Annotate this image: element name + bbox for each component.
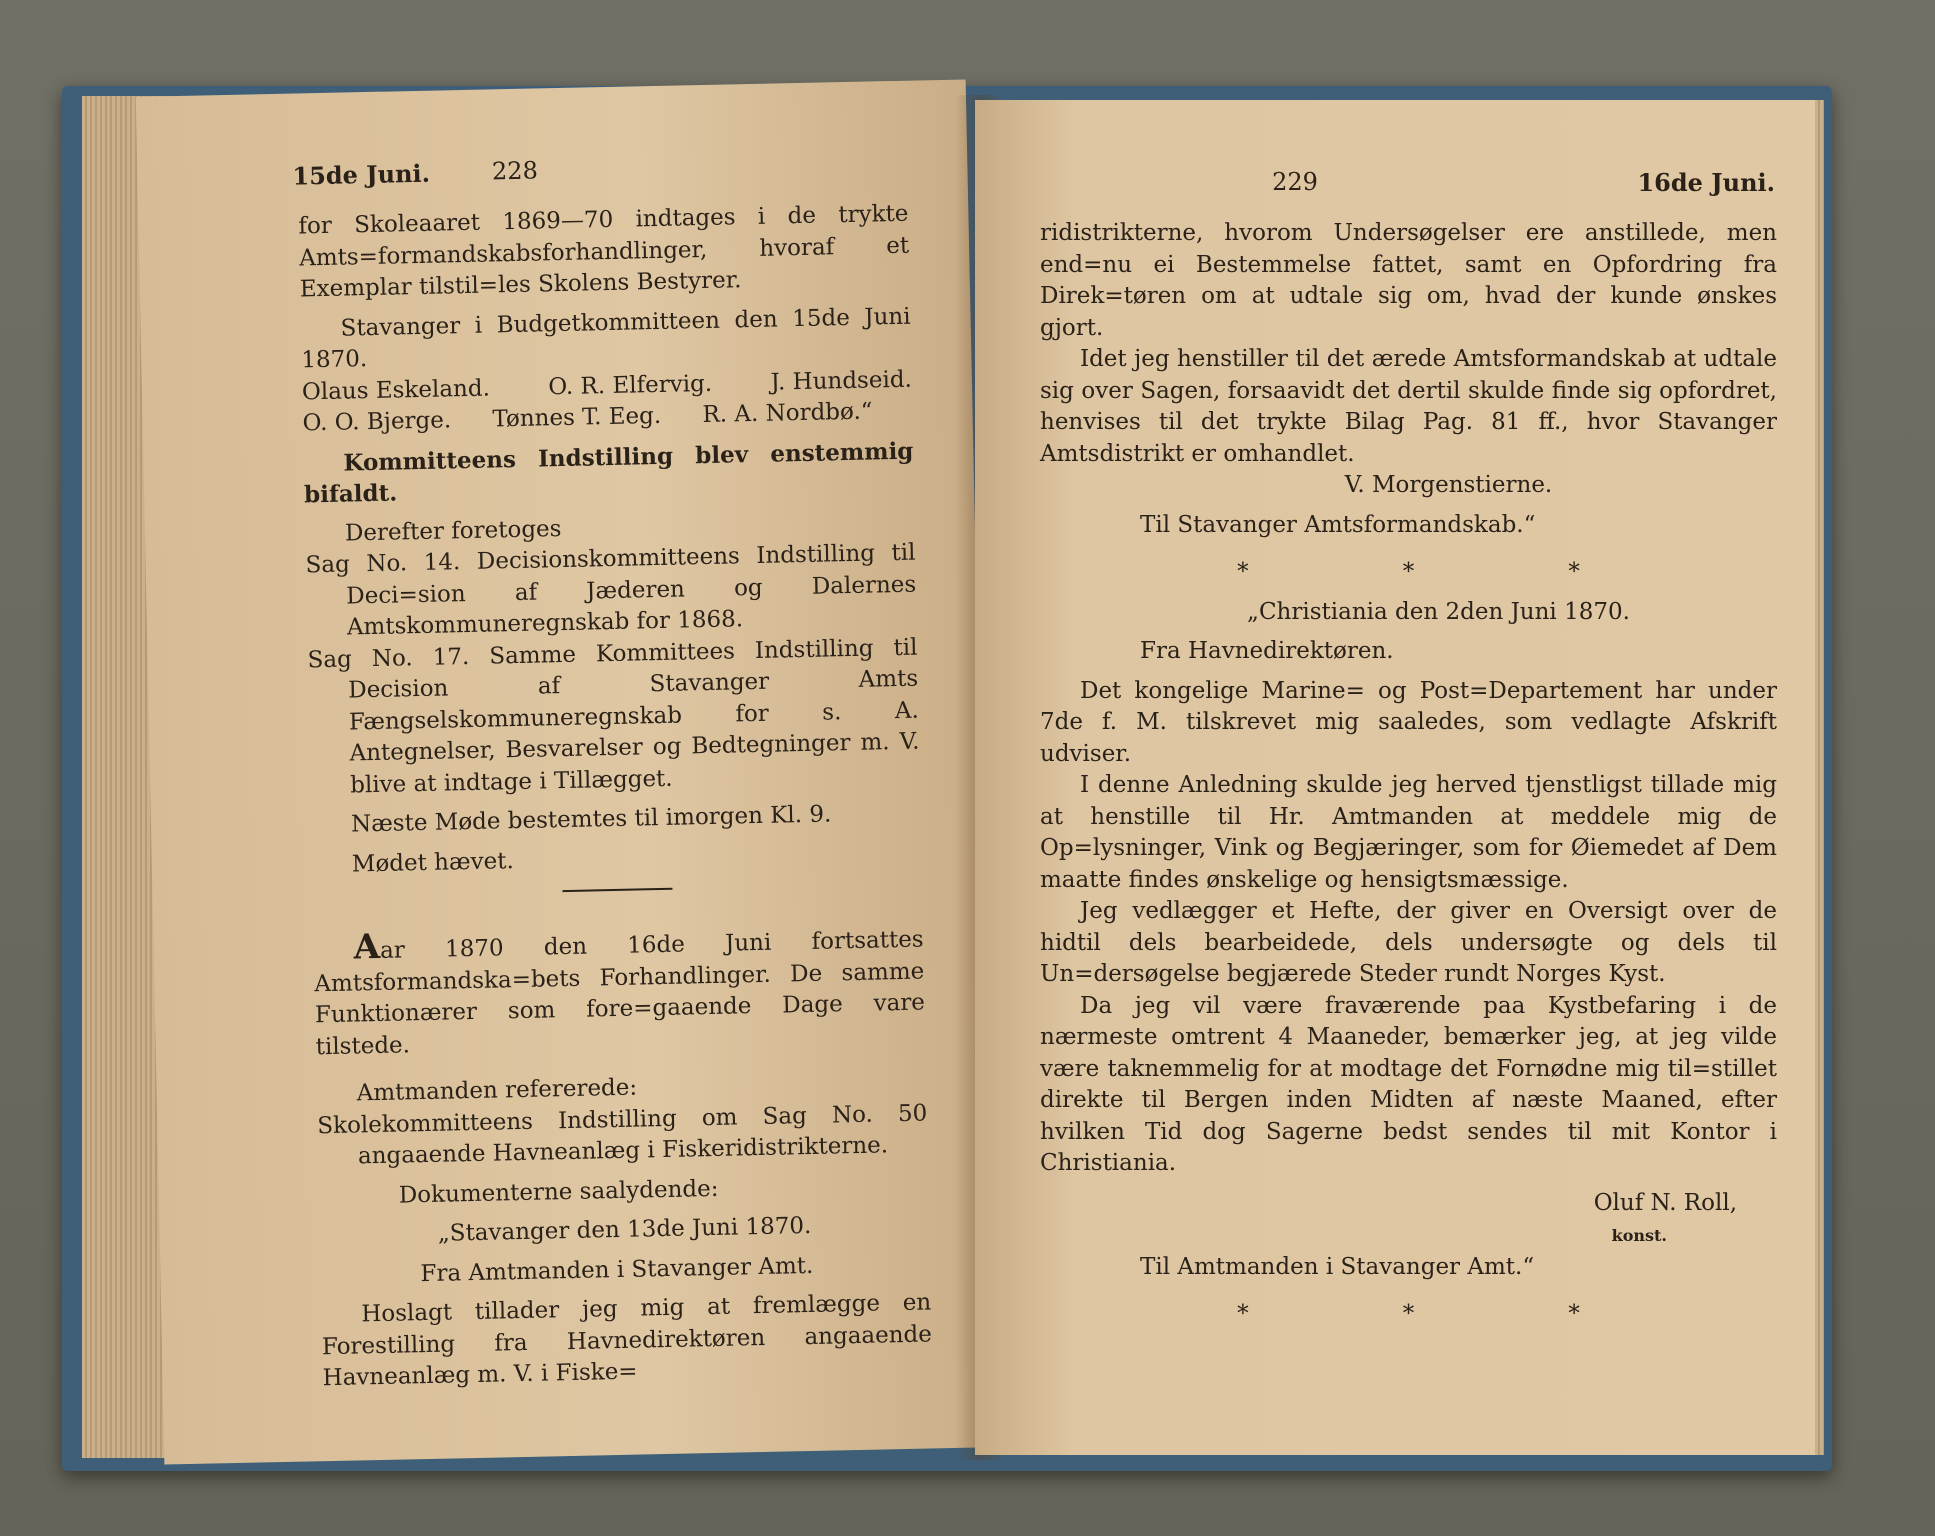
section-stars — [1040, 557, 1777, 589]
signature-name: Olaus Eskeland. — [301, 374, 491, 405]
meeting-closed: Mødet hævet. — [351, 847, 515, 877]
next-meeting: Næste Møde bestemtes til imorgen Kl. 9. — [350, 801, 832, 838]
letter-from: Fra Amtmanden i Stavanger Amt. — [420, 1252, 814, 1287]
drop-capital: A — [353, 926, 381, 968]
right-para-2: Idet jeg henstiller til det ærede Amtsformandskab at udtale sig over Sagen, forsaavidt det dertil skulde finde sig opfordret, henvises til det trykte Bilag Pag. 81 ff., hvor Stavanger Amtsdistrikt er omhandlet. — [1040, 346, 1777, 467]
signature-title — [1040, 1219, 1777, 1252]
left-para-derefter: Derefter foretoges — [344, 515, 562, 547]
left-page-body — [298, 199, 933, 1395]
letter-date: „Stavanger den 13de Juni 1870. — [437, 1212, 812, 1247]
left-page-header — [292, 152, 738, 201]
signature-name: Tønnes T. Eeg. — [492, 402, 662, 433]
amtmanden-line: Amtmanden refererede: — [356, 1074, 638, 1107]
letter-from-havnedirektoren: Fra Havnedirektøren. — [1140, 638, 1394, 664]
star-glyph: * — [1568, 559, 1580, 585]
star-glyph: * — [1402, 1301, 1415, 1327]
right-para-5: Jeg vedlægger et Hefte, der giver en Oversigt over de hidtil dels bearbeidede, dels undersøgte og dels til Un=dersøgelse begjærede Steder rundt Norges Kyst. — [1040, 898, 1777, 987]
section-divider — [562, 888, 672, 892]
right-para-3: Det kongelige Marine= og Post=Departement har under 7de f. M. tilskrevet mig saaledes, som vedlagte Afskrift udviser. — [1040, 677, 1777, 767]
documents-line: Dokumenterne saalydende: — [398, 1175, 719, 1209]
signature-name: O. O. Bjerge. — [302, 407, 452, 437]
right-page — [975, 100, 1815, 1455]
right-para-1: ridistrikterne, hvorom Undersøgelser ere anstillede, men end=nu ei Bestemmelse fattet, samt en Opfordring fra Direk=tøren om at udtale sig om, hvad der kunde ønskes gjort. — [1040, 220, 1777, 341]
left-page — [136, 79, 994, 1464]
signature-name: R. A. Nordbø.“ — [702, 398, 873, 429]
signature-name: J. Hundseid. — [770, 366, 913, 396]
konst-label: konst. — [1611, 1226, 1667, 1245]
letter-body-start: Hoslagt tillader jeg mig at fremlægge en Forestilling fra Havnedirektøren angaaende Havneanlæg m. V. i Fiske= — [321, 1289, 933, 1392]
addressee-line: Til Stavanger Amtsformandskab.“ — [1140, 511, 1536, 538]
case-17: Sag No. 17. Samme Kommittees Indstilling til Decision af Stavanger Amts Fængselskommuneregnskab for s. A. Antegnelser, Besvarelser og Bedtegninger m. V. blive at indtage i Tillægget. — [307, 634, 920, 798]
right-page-header — [1035, 168, 1775, 208]
section-stars-bottom — [1040, 1299, 1777, 1331]
session-intro — [313, 921, 926, 1064]
school-committee-item: Skolekommitteens Indstilling om Sag No. 50 angaaende Havneanlæg i Fiskeridistrikterne. — [317, 1099, 928, 1170]
letter-date-christiania: „Christiania den 2den Juni 1870. — [1247, 598, 1630, 625]
signature-morgenstierne: V. Morgenstierne. — [1344, 472, 1553, 498]
star-glyph: * — [1568, 1301, 1580, 1327]
case-14: Sag No. 14. Decisionskommitteens Indstilling til Deci=sion af Jæderen og Dalernes Amtskommuneregnskab for 1868. — [305, 539, 917, 641]
right-page-number: 229 — [1272, 168, 1318, 196]
resolution-line: Kommitteens Indstilling blev enstemmig bifaldt. — [303, 437, 914, 509]
left-page-number: 228 — [491, 156, 539, 186]
left-para-budget: Stavanger i Budgetkommitteen den 15de Juni 1870. — [301, 303, 911, 374]
right-para-6: Da jeg vil være fraværende paa Kystbefaring i de nærmeste omtrent 4 Maaneder, bemærker jeg, at jeg vilde være taknemmelig for at modtage det Fornødne mig til=stillet direkte til Bergen inden Midten af næste Maaned, efter hvilken Tid dog Sagerne bedst sendes til mit Kontor i Christiania. — [1040, 992, 1777, 1176]
left-para-1: for Skoleaaret 1869—70 indtages i de trykte Amts=formandskabsforhandlinger, hvoraf et Exemplar tilstil=les Skolens Bestyrer. — [298, 200, 910, 303]
star-glyph: * — [1237, 559, 1249, 585]
right-page-body — [1040, 218, 1777, 1331]
signature-roll: Oluf N. Roll, — [1593, 1189, 1737, 1216]
session-intro-text: ar 1870 den 16de Juni fortsattes Amtsformandska=bets Forhandlinger. De samme Funktionærer som fore=gaaende Dage vare tilstede. — [314, 926, 926, 1060]
left-header-date: 15de Juni. — [292, 158, 431, 191]
right-header-date: 16de Juni. — [1637, 168, 1775, 197]
right-para-4: I denne Anledning skulde jeg herved tjenstligst tillade mig at henstille til Hr. Amtmanden at meddele mig de Op=lysninger, Vink og Begjæringer, som for Øiemedet af Dem maatte findes ønskelige og hensigtsmæssige. — [1040, 772, 1777, 893]
signature-name: O. R. Elfervig. — [548, 370, 713, 400]
addressee-amtmanden: Til Amtmanden i Stavanger Amt.“ — [1140, 1253, 1535, 1280]
star-glyph: * — [1402, 559, 1415, 585]
star-glyph: * — [1237, 1301, 1249, 1327]
